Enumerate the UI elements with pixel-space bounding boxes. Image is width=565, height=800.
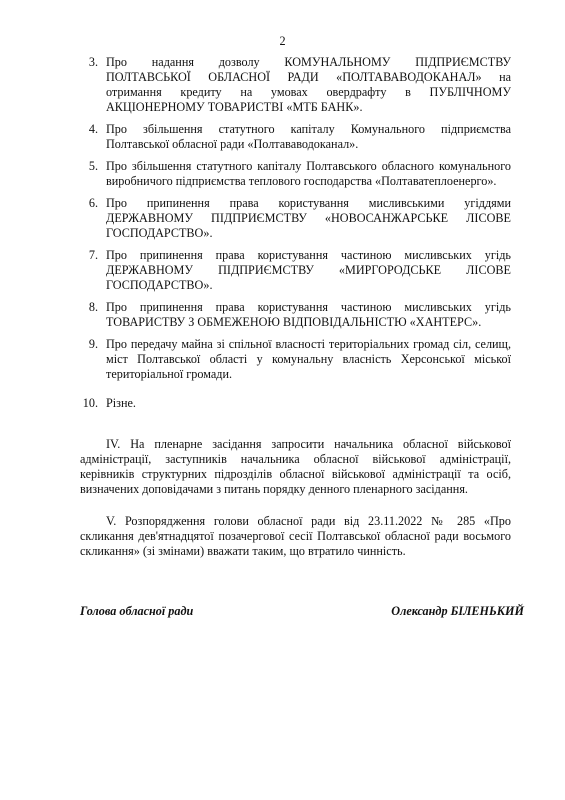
signature-position: Голова обласної ради (80, 604, 194, 618)
agenda-item-number: 4. (88, 122, 98, 136)
agenda-item-number: 8. (88, 300, 98, 314)
agenda-item-number: 5. (88, 159, 98, 173)
agenda-item-text: Про збільшення статутного капіталу Полтавського обласного комунального виробничого підприємства теплового господарства «Полтаватеплоенерго». (106, 159, 511, 188)
agenda-item (68, 396, 511, 411)
paragraph-v: V. Розпорядження голови обласної ради від 23.11.2022 № 285 «Про скликання дев'ятнадцятої позачергової сесії Полтавської обласної ради восьмого скликання» (зі змінами) вважати таким, що втратило чинність. (80, 514, 511, 558)
agenda-item-number: 7. (88, 248, 98, 262)
agenda-item (68, 159, 511, 189)
agenda-item-text: Про передачу майна зі спільної власності територіальних громад сіл, селищ, міст Полтавської області у комунальну власність Херсонської міської територіальної громади. (106, 337, 511, 381)
agenda-item-number: 9. (88, 337, 98, 351)
agenda-item-number: 3. (88, 55, 98, 69)
paragraph-iv: ІV. На пленарне засідання запросити начальника обласної військової адміністрації, заступників начальника обласної військової адміністрації, керівників структурних підрозділів обласної військової адміністрації та осіб, визначених доповідачами з питань порядку денного пленарного засідання. (80, 437, 511, 496)
agenda-item-text: Про припинення права користування частиною мисливських угідь ТОВАРИСТВУ З ОБМЕЖЕНОЮ ВІДПОВІДАЛЬНІСТЮ «ХАНТЕРС». (106, 300, 511, 329)
agenda-item-text: Про збільшення статутного капіталу Комунального підприємства Полтавської обласної ради «Полтававодоканал». (106, 122, 511, 151)
agenda-item (68, 300, 511, 330)
agenda-item-text: Про надання дозволу КОМУНАЛЬНОМУ ПІДПРИЄМСТВУ ПОЛТАВСЬКОЇ ОБЛАСНОЇ РАДИ «ПОЛТАВАВОДОКАНАЛ» на отримання кредиту на умовах овердрафту в ПУБЛІЧНОМУ АКЦІОНЕРНОМУ ТОВАРИСТВІ «МТБ БАНК». (106, 55, 511, 114)
agenda-item (68, 337, 511, 382)
agenda-item-number: 6. (88, 196, 98, 210)
agenda-item (68, 55, 511, 115)
signature-name: Олександр БІЛЕНЬКИЙ (391, 604, 524, 618)
agenda-list (68, 55, 511, 418)
agenda-item-text: Про припинення права користування мисливськими угіддями ДЕРЖАВНОМУ ПІДПРИЄМСТВУ «НОВОСАНЖАРСЬКЕ ЛІСОВЕ ГОСПОДАРСТВО». (106, 196, 511, 240)
agenda-item-text: Про припинення права користування частиною мисливських угідь ДЕРЖАВНОМУ ПІДПРИЄМСТВУ «МИРГОРОДСЬКЕ ЛІСОВЕ ГОСПОДАРСТВО». (106, 248, 511, 292)
agenda-item-text: Різне. (106, 396, 136, 410)
agenda-item (68, 248, 511, 293)
agenda-item (68, 122, 511, 152)
agenda-item-number: 10. (82, 396, 98, 410)
page-number: 2 (279, 34, 286, 48)
agenda-item (68, 196, 511, 241)
